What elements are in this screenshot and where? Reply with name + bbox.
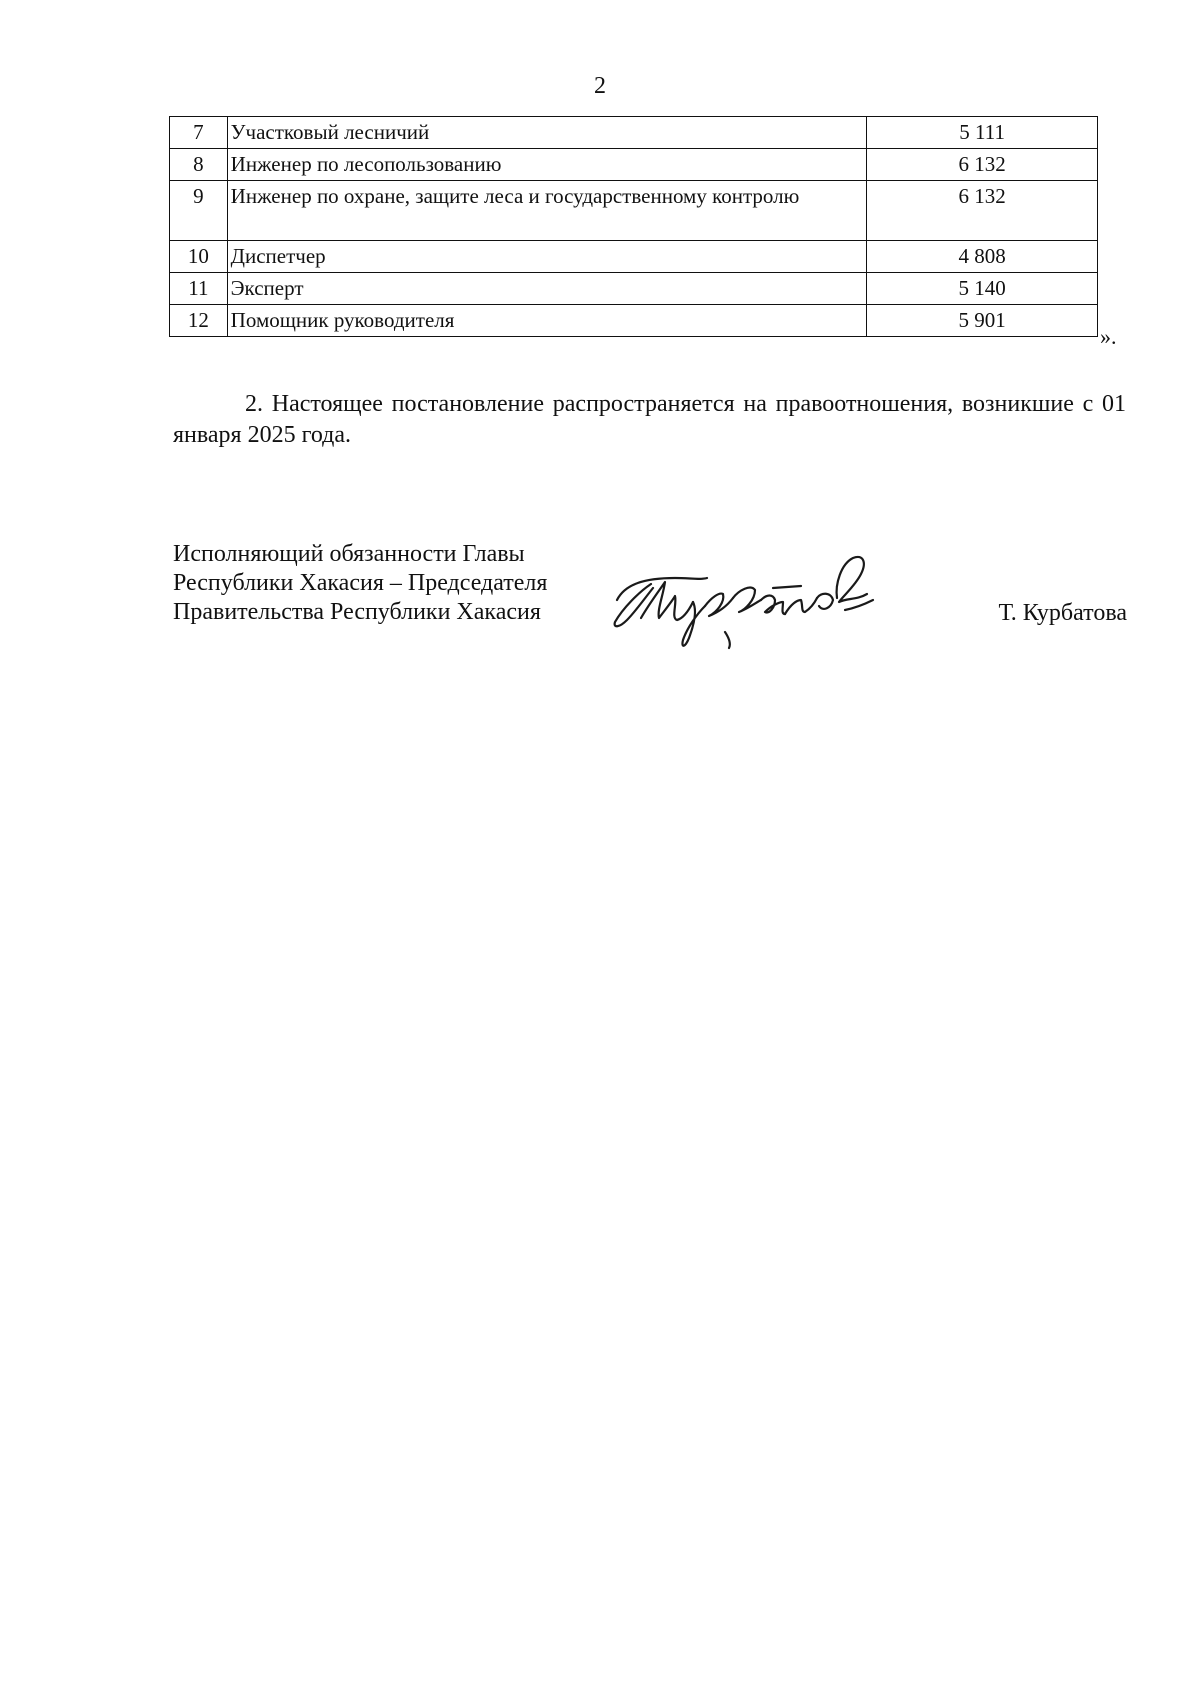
row-number: 8: [170, 149, 228, 181]
row-number: 12: [170, 305, 228, 337]
row-number: 10: [170, 241, 228, 273]
position-line: Правительства Республики Хакасия: [173, 599, 541, 625]
position-value: 5 901: [867, 305, 1098, 337]
table-row: [170, 241, 1098, 273]
page-number: 2: [594, 73, 606, 99]
position-title: Диспетчер: [227, 241, 867, 273]
position-value: 5 111: [867, 117, 1098, 149]
row-number: 11: [170, 273, 228, 305]
table-row: [170, 273, 1098, 305]
row-number: 9: [170, 181, 228, 241]
clause-paragraph: 2. Настоящее постановление распространяется на правоотношения, возникшие с 01 января 2025 года.: [173, 391, 1126, 448]
position-title: Участковый лесничий: [227, 117, 867, 149]
table-row: [170, 149, 1098, 181]
position-title: Инженер по лесопользованию: [227, 149, 867, 181]
position-value: 4 808: [867, 241, 1098, 273]
position-title: Эксперт: [227, 273, 867, 305]
position-value: 6 132: [867, 149, 1098, 181]
position-value: 6 132: [867, 181, 1098, 241]
signer-name: Т. Курбатова: [998, 600, 1127, 626]
position-line: Республики Хакасия – Председателя: [173, 570, 548, 596]
signatory-position: [173, 540, 547, 627]
position-line: Исполняющий обязанности Главы: [173, 541, 525, 567]
position-value: 5 140: [867, 273, 1098, 305]
closing-quote: ».: [1100, 324, 1117, 349]
row-number: 7: [170, 117, 228, 149]
position-title: Помощник руководителя: [227, 305, 867, 337]
table-row: [170, 181, 1098, 241]
position-title: Инженер по охране, защите леса и государственному контролю: [227, 181, 867, 241]
handwritten-signature: [605, 548, 875, 652]
rates-table: [169, 116, 1098, 337]
table-row: [170, 305, 1098, 337]
table-row: [170, 117, 1098, 149]
